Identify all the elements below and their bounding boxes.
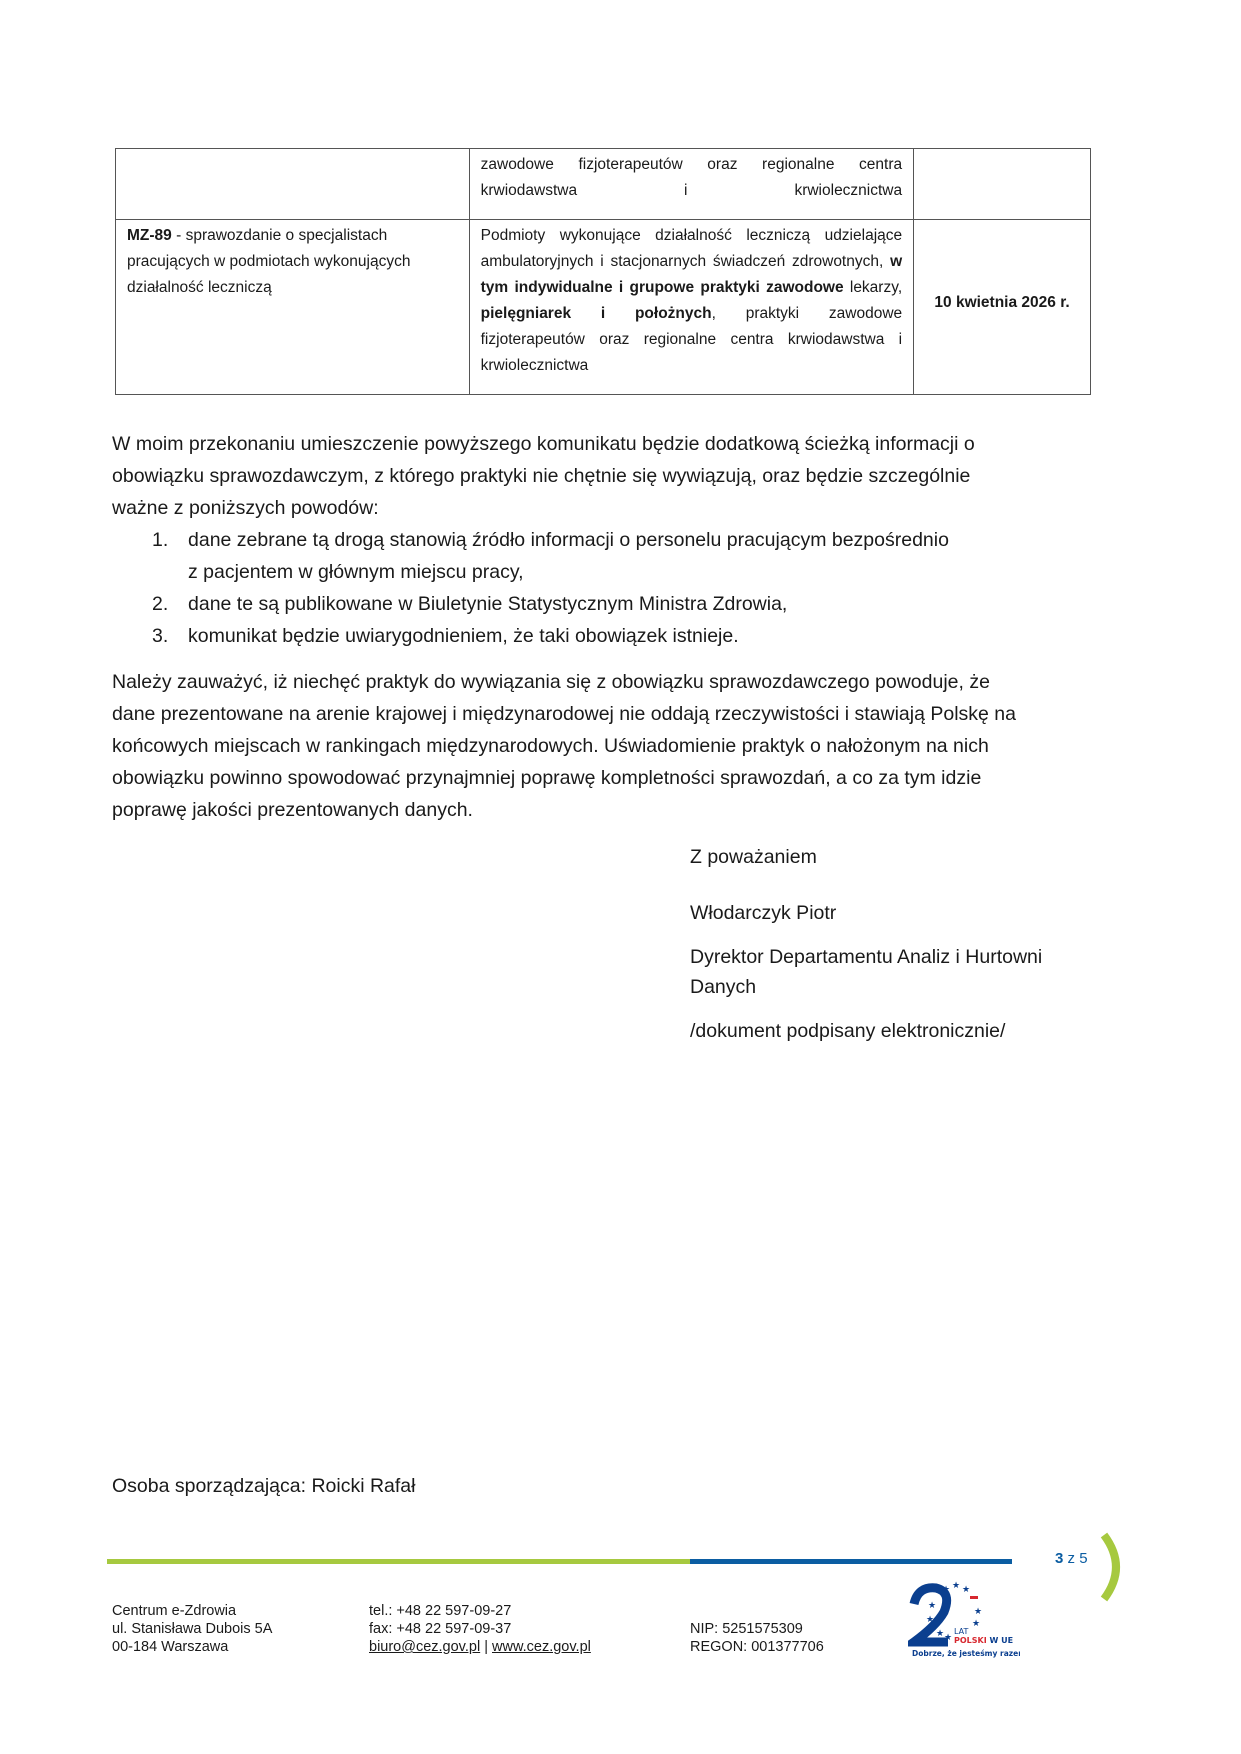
reporting-table bbox=[115, 148, 1091, 395]
page-number: 3 z 5 bbox=[1055, 1550, 1088, 1567]
footer-contact: tel.: +48 22 597-09-27 fax: +48 22 597-09-37 biuro@cez.gov.pl | www.cez.gov.pl bbox=[369, 1603, 591, 1655]
eu-20-years-logo bbox=[908, 1578, 1020, 1660]
signature-closing: Z poważaniem bbox=[690, 846, 817, 868]
website-link[interactable]: www.cez.gov.pl bbox=[492, 1639, 591, 1655]
prepared-by: Osoba sporządzająca: Roicki Rafał bbox=[112, 1475, 416, 1497]
footer-divider-green bbox=[107, 1559, 690, 1564]
list-item: 3. komunikat będzie uwiarygodnieniem, że taki obowiązek istnieje. bbox=[152, 625, 739, 647]
bracket-decoration-icon bbox=[1098, 1532, 1126, 1602]
paragraph-intro: W moim przekonaniu umieszczenie powyższego komunikatu będzie dodatkową ścieżką informacji o obowiązku sprawozdawczym, z którego praktyki nie chętnie się wywiązują, oraz będzie szczególnie ważne z poniższych powodów: bbox=[112, 433, 975, 519]
footer-divider-blue bbox=[690, 1559, 1012, 1564]
table-row bbox=[116, 220, 1091, 395]
table-cell-deadline bbox=[914, 149, 1091, 220]
svg-text:★: ★ bbox=[962, 1585, 971, 1595]
svg-text:★: ★ bbox=[942, 1585, 951, 1595]
form-description: - sprawozdanie o specjalistach pracujących w podmiotach wykonujących działalność leczniczą bbox=[127, 227, 411, 296]
reasons-list bbox=[112, 524, 1102, 652]
footer-address: Centrum e-Zdrowia ul. Stanisława Dubois 5A 00-184 Warszawa bbox=[112, 1603, 273, 1655]
svg-text:★: ★ bbox=[952, 1581, 961, 1591]
svg-text:★: ★ bbox=[928, 1601, 937, 1611]
svg-text:★: ★ bbox=[936, 1629, 945, 1639]
table-cell-form bbox=[116, 220, 470, 395]
table-row bbox=[116, 149, 1091, 220]
footer-registry: NIP: 5251575309 REGON: 001377706 bbox=[690, 1621, 824, 1655]
signature-title: Dyrektor Departamentu Analiz i Hurtowni Danych bbox=[690, 946, 1043, 998]
list-item: 1. dane zebrane tą drogą stanowią źródło informacji o personelu pracującym bezpośrednio z pacjentem w głównym miejscu pracy, bbox=[152, 529, 949, 583]
eu-stars-icon bbox=[908, 1578, 1020, 1660]
table-cell-entities: zawodowe fizjoterapeutów oraz regionalne centra krwiodawstwa i krwiolecznictwa bbox=[469, 149, 914, 220]
list-item: 2. dane te są publikowane w Biuletynie Statystycznym Ministra Zdrowia, bbox=[152, 593, 788, 615]
svg-text:★: ★ bbox=[974, 1607, 983, 1617]
svg-text:POLSKI W UE: POLSKI W UE bbox=[954, 1636, 1014, 1645]
svg-text:★: ★ bbox=[944, 1633, 953, 1643]
table-cell-entities: Podmioty wykonujące działalność leczniczą udzielające ambulatoryjnych i stacjonarnych świadczeń zdrowotnych, w tym indywidualne i grupowe praktyki zawodowe lekarzy, pielęgniarek i położnych, praktyki zawodowe fizjoterapeutów oraz regionalne centra krwiodawstwa i krwiolecznictwa bbox=[469, 220, 914, 395]
table-cell-form bbox=[116, 149, 470, 220]
email-link[interactable]: biuro@cez.gov.pl bbox=[369, 1639, 481, 1655]
svg-text:★: ★ bbox=[972, 1619, 981, 1629]
svg-text:★: ★ bbox=[926, 1615, 935, 1625]
signature-name: Włodarczyk Piotr bbox=[690, 902, 837, 924]
signature-note: /dokument podpisany elektronicznie/ bbox=[690, 1020, 1006, 1042]
form-code: MZ-89 bbox=[127, 227, 172, 244]
svg-text:LAT: LAT bbox=[954, 1627, 969, 1636]
table-cell-deadline: 10 kwietnia 2026 r. bbox=[914, 220, 1091, 395]
svg-text:Dobrze, że jesteśmy razem: Dobrze, że jesteśmy razem bbox=[912, 1649, 1020, 1658]
paragraph-conclusion: Należy zauważyć, iż niechęć praktyk do wywiązania się z obowiązku sprawozdawczego powoduje, że dane prezentowane na arenie krajowej i międzynarodowej nie oddają rzeczywistości i stawiają Polskę na końcowych miejscach w rankingach międzynarodowych. Uświadomienie praktyk o nałożonym na nich obowiązku powinno spowodować przynajmniej poprawę kompletności sprawozdań, a co za tym idzie poprawę jakości prezentowanych danych. bbox=[112, 671, 1016, 821]
